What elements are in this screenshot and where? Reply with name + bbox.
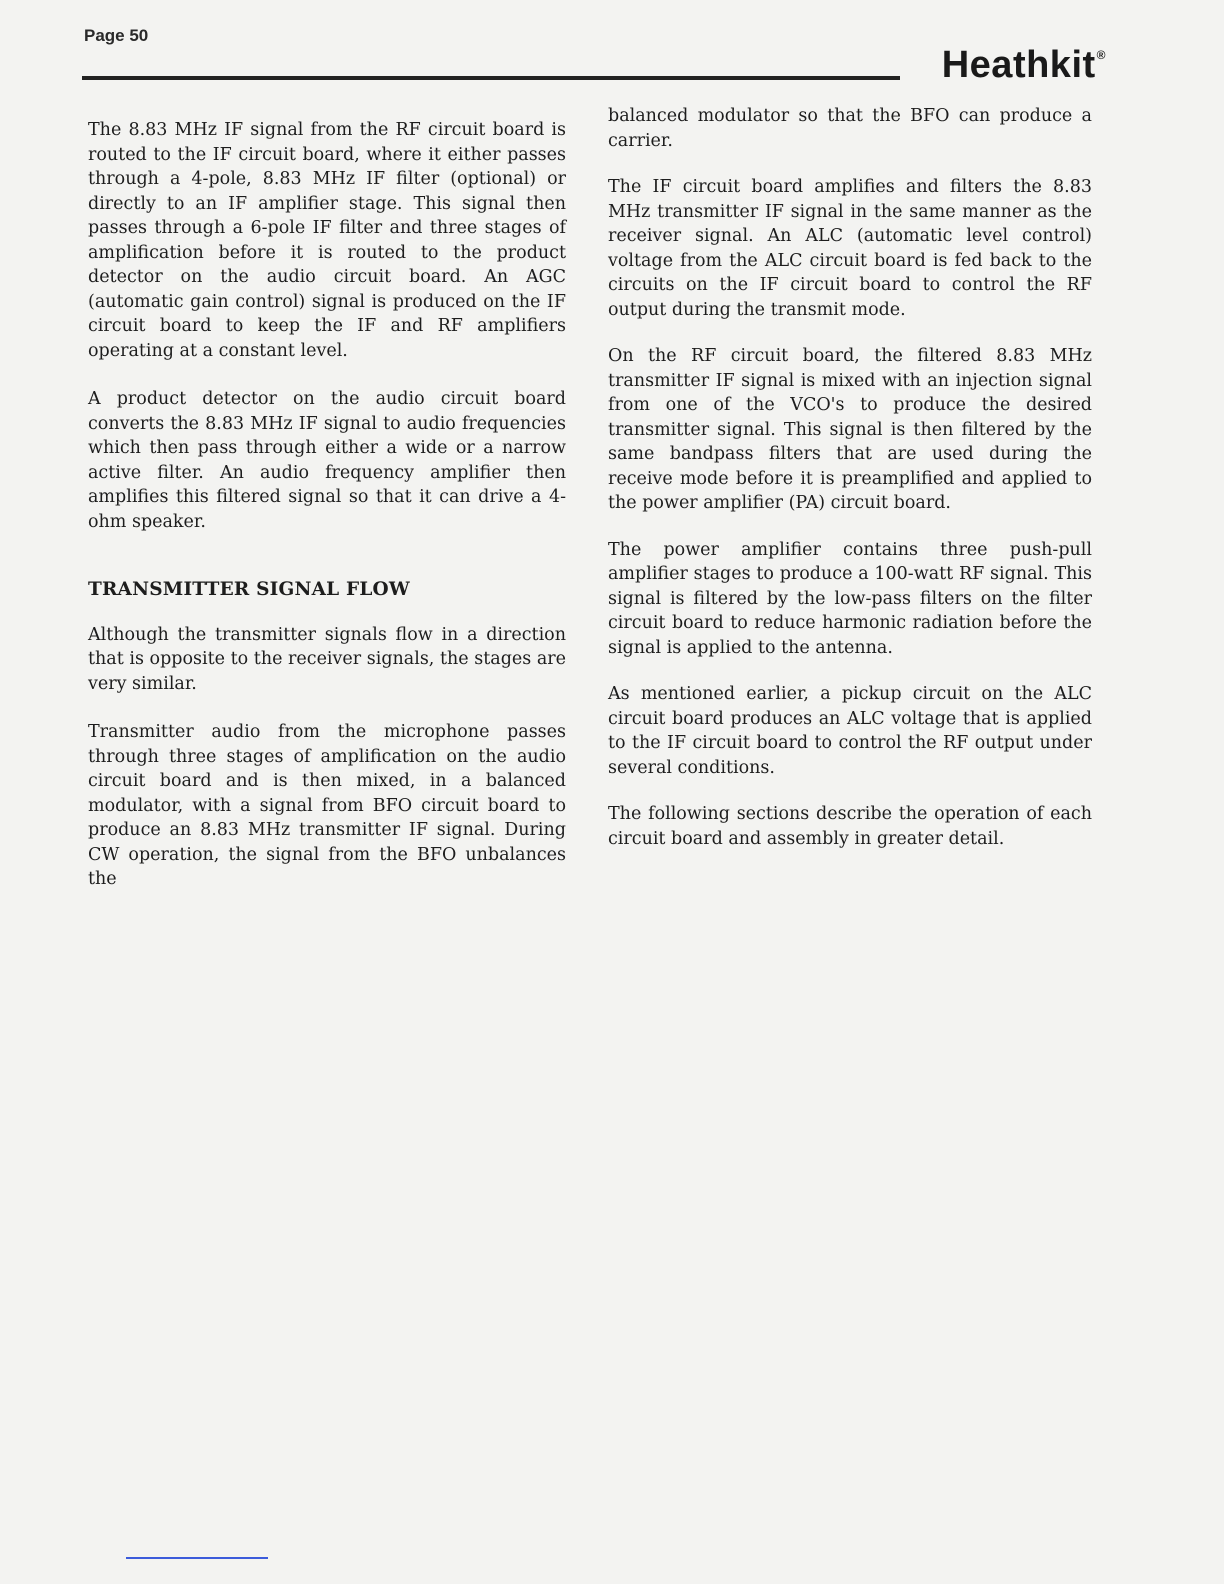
page-number: Page 50 (84, 26, 149, 45)
brand-name: Heathkit (941, 44, 1096, 86)
right-column (608, 104, 1092, 873)
left-column (88, 118, 566, 916)
paragraph: The power amplifier contains three push-pull amplifier stages to produce a 100-watt RF signal. This signal is filtered by the low-pass filters on the filter circuit board to reduce harmonic radiation before the signal is applied to the antenna. (608, 539, 1092, 658)
header-rule (82, 76, 900, 80)
paragraph: As mentioned earlier, a pickup circuit on the ALC circuit board produces an ALC voltage that is applied to the IF circuit board to control the RF output under several conditions. (608, 684, 1092, 778)
paragraph: Although the transmitter signals flow in a direction that is opposite to the receiver signals, the stages are very similar. (88, 624, 566, 694)
paragraph: The 8.83 MHz IF signal from the RF circuit board is routed to the IF circuit board, where it either passes through a 4-pole, 8.83 MHz IF filter (optional) or directly to an IF amplifier stage. This signal then passes through a 6-pole IF filter and three stages of amplification before it is routed to the product detector on the audio circuit board. An AGC (automatic gain control) signal is produced on the IF circuit board to keep the IF and RF amplifiers operating at a constant level. (88, 120, 566, 361)
paragraph: The IF circuit board amplifies and filters the 8.83 MHz transmitter IF signal in the same manner as the receiver signal. An ALC (automatic level control) voltage from the ALC circuit board is fed back to the circuits on the IF circuit board to control the RF output during the transmit mode. (608, 177, 1092, 320)
paragraph: The following sections describe the operation of each circuit board and assembly in greater detail. (608, 804, 1092, 849)
paragraph: Transmitter audio from the microphone passes through three stages of amplification on the audio circuit board and is then mixed, in a balanced modulator, with a signal from BFO circuit board to produce an 8.83 MHz transmitter IF signal. During CW operation, the signal from the BFO unbalances the (88, 722, 566, 889)
paragraph: On the RF circuit board, the filtered 8.83 MHz transmitter IF signal is mixed with an injection signal from one of the VCO's to produce the desired transmitter signal. This signal is then filtered by the same bandpass filters that are used during the receive mode before it is preamplified and applied to the power amplifier (PA) circuit board. (608, 346, 1092, 513)
registered-mark: ® (1096, 48, 1106, 62)
paragraph: A product detector on the audio circuit board converts the 8.83 MHz IF signal to audio frequencies which then pass through either a wide or a narrow active filter. An audio frequency amplifier then amplifies this filtered signal so that it can drive a 4-ohm speaker. (88, 389, 566, 532)
footer-rule (126, 1557, 268, 1559)
paragraph: balanced modulator so that the BFO can produce a carrier. (608, 106, 1092, 151)
brand-logo (942, 44, 1106, 87)
section-heading-transmitter-signal-flow: TRANSMITTER SIGNAL FLOW (88, 579, 410, 600)
